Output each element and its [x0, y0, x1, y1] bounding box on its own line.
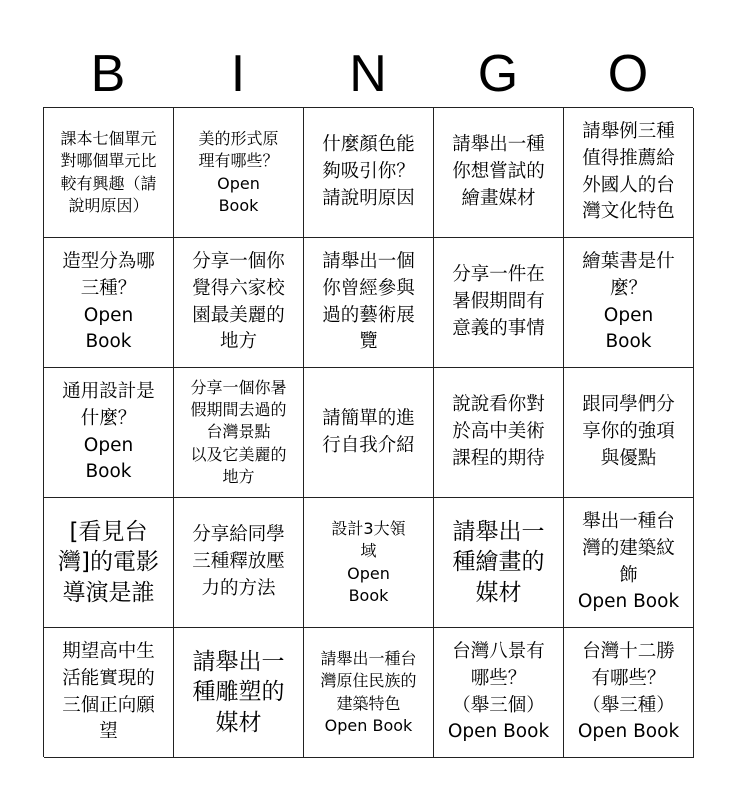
bingo-cell-r3c5[interactable]: 跟同學們分 享你的強項 與優點 — [564, 368, 694, 498]
bingo-cell-r3c4[interactable]: 說說看你對 於高中美術 課程的期待 — [434, 368, 564, 498]
bingo-cell-r5c2[interactable]: 請舉出一 種雕塑的 媒材 — [174, 628, 304, 758]
bingo-cell-r1c2[interactable]: 美的形式原 理有哪些？ Open Book — [174, 108, 304, 238]
bingo-cell-r2c4[interactable]: 分享一件在 暑假期間有 意義的事情 — [434, 238, 564, 368]
bingo-header — [43, 42, 693, 106]
bingo-cell-r3c3[interactable]: 請簡單的進 行自我介紹 — [304, 368, 434, 498]
header-letter-b: B — [90, 45, 126, 103]
bingo-cell-r5c4[interactable]: 台灣八景有 哪些？ （舉三個） Open Book — [434, 628, 564, 758]
bingo-cell-r4c4[interactable]: 請舉出一 種繪畫的 媒材 — [434, 498, 564, 628]
header-letter-n: N — [349, 45, 387, 103]
header-letter-o: O — [607, 45, 649, 103]
bingo-cell-r1c3[interactable]: 什麼顏色能 夠吸引你？ 請說明原因 — [304, 108, 434, 238]
bingo-cell-r1c4[interactable]: 請舉出一種 你想嘗試的 繪畫媒材 — [434, 108, 564, 238]
bingo-cell-r5c5[interactable]: 台灣十二勝 有哪些？ （舉三種） Open Book — [564, 628, 694, 758]
bingo-cell-r2c3[interactable]: 請舉出一個 你曾經參與 過的藝術展 覽 — [304, 238, 434, 368]
bingo-cell-r2c5[interactable]: 繪葉書是什 麼？ Open Book — [564, 238, 694, 368]
bingo-cell-r4c1[interactable]: [看見台 灣]的電影 導演是誰 — [44, 498, 174, 628]
bingo-cell-r1c1[interactable]: 課本七個單元 對哪個單元比 較有興趣（請 說明原因） — [44, 108, 174, 238]
bingo-cell-r2c1[interactable]: 造型分為哪 三種？ Open Book — [44, 238, 174, 368]
bingo-cell-r4c5[interactable]: 舉出一種台 灣的建築紋 飾 Open Book — [564, 498, 694, 628]
header-letter-g: G — [477, 45, 519, 103]
bingo-cell-r5c3[interactable]: 請舉出一種台 灣原住民族的 建築特色 Open Book — [304, 628, 434, 758]
bingo-grid — [43, 107, 693, 757]
bingo-cell-r3c2[interactable]: 分享一個你暑 假期間去過的 台灣景點 以及它美麗的 地方 — [174, 368, 304, 498]
header-letter-i: I — [230, 45, 246, 103]
bingo-cell-r4c2[interactable]: 分享給同學 三種釋放壓 力的方法 — [174, 498, 304, 628]
bingo-cell-r2c2[interactable]: 分享一個你 覺得六家校 園最美麗的 地方 — [174, 238, 304, 368]
bingo-cell-r4c3[interactable]: 設計3大領 域 Open Book — [304, 498, 434, 628]
bingo-cell-r3c1[interactable]: 通用設計是 什麼？ Open Book — [44, 368, 174, 498]
bingo-cell-r1c5[interactable]: 請舉例三種 值得推薦給 外國人的台 灣文化特色 — [564, 108, 694, 238]
bingo-cell-r5c1[interactable]: 期望高中生 活能實現的 三個正向願 望 — [44, 628, 174, 758]
